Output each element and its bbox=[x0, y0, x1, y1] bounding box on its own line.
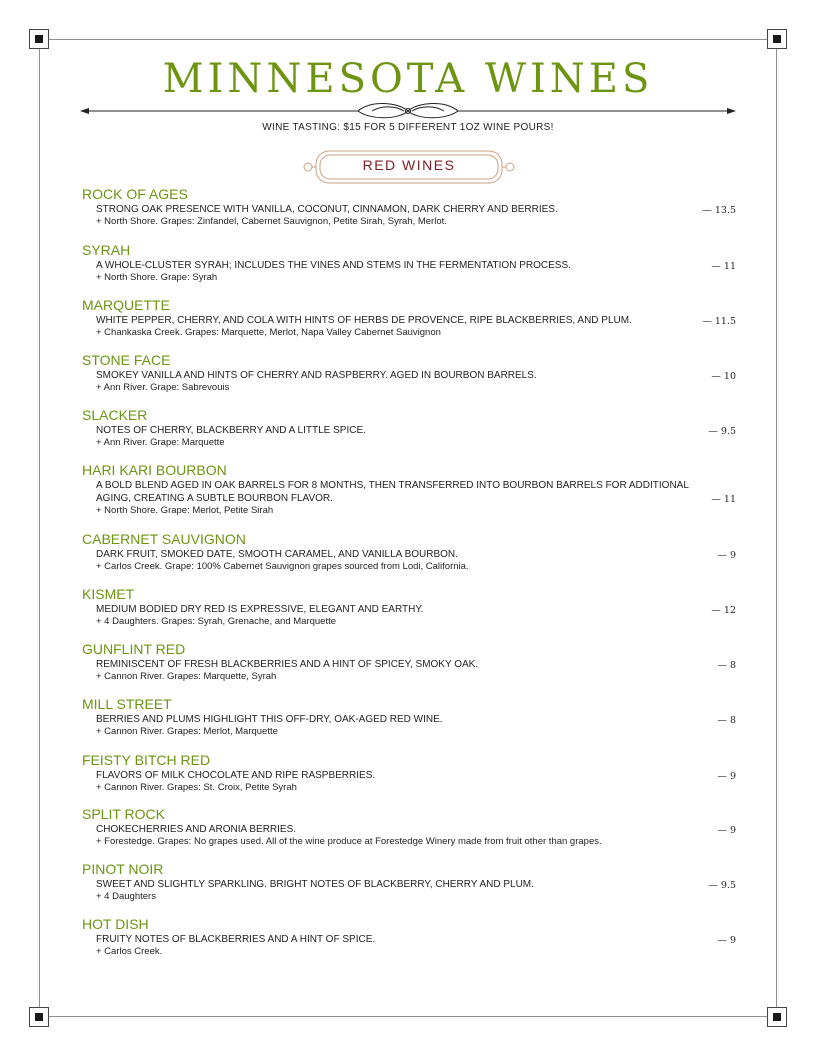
wine-detail: + Cannon River. Grapes: Marquette, Syrah bbox=[96, 671, 277, 682]
wine-item-gunflint-red bbox=[82, 641, 736, 683]
wine-price: — 9.5 bbox=[708, 426, 736, 437]
wine-description: FLAVORS OF MILK CHOCOLATE AND RIPE RASPBERRIES. bbox=[96, 770, 376, 781]
frame-left-line bbox=[39, 48, 40, 1008]
wine-name: FEISTY BITCH RED bbox=[82, 752, 211, 768]
wine-item-mill-street bbox=[82, 696, 736, 738]
wine-description: BERRIES AND PLUMS HIGHLIGHT THIS OFF-DRY, OAK-AGED RED WINE. bbox=[96, 714, 443, 725]
wine-description: CHOKECHERRIES AND ARONIA BERRIES. bbox=[96, 824, 297, 835]
wine-description: A BOLD BLEND AGED IN OAK BARRELS FOR 8 MONTHS, THEN TRANSFERRED INTO BOURBON BARRELS FOR ADDITIONAL AGING, CREATING A SUBTLE BOURBON FLAVOR. bbox=[96, 480, 689, 504]
wine-price: — 12 bbox=[711, 605, 736, 616]
wine-description: DARK FRUIT, SMOKED DATE, SMOOTH CARAMEL, AND VANILLA BOURBON. bbox=[96, 549, 458, 560]
wine-detail: + Ann River. Grape: Sabrevouis bbox=[96, 382, 230, 393]
wine-price: — 11.5 bbox=[702, 316, 736, 327]
wine-description: A WHOLE-CLUSTER SYRAH; INCLUDES THE VINES AND STEMS IN THE FERMENTATION PROCESS. bbox=[96, 260, 571, 271]
wine-detail: + Carlos Creek. bbox=[96, 946, 163, 957]
wine-name: CABERNET SAUVIGNON bbox=[82, 531, 246, 547]
wine-detail: + Cannon River. Grapes: Merlot, Marquette bbox=[96, 726, 278, 737]
wine-detail: + Chankaska Creek. Grapes: Marquette, Merlot, Napa Valley Cabernet Sauvignon bbox=[96, 327, 441, 338]
wine-detail: + North Shore. Grape: Syrah bbox=[96, 272, 218, 283]
wine-price: — 13.5 bbox=[702, 205, 736, 216]
wine-detail: + North Shore. Grapes: Zinfandel, Cabernet Sauvignon, Petite Sirah, Syrah, Merlot. bbox=[96, 216, 447, 227]
corner-ornament-bottom-right bbox=[767, 1007, 787, 1027]
wine-price: — 11 bbox=[711, 261, 736, 272]
wine-name: PINOT NOIR bbox=[82, 861, 164, 877]
wine-name: HOT DISH bbox=[82, 916, 149, 932]
frame-top-line bbox=[48, 39, 768, 40]
wine-name: SPLIT ROCK bbox=[82, 806, 165, 822]
wine-price: — 8 bbox=[717, 715, 736, 726]
wine-description: SMOKEY VANILLA AND HINTS OF CHERRY AND RASPBERRY. AGED IN BOURBON BARRELS. bbox=[96, 370, 537, 381]
wine-price: — 10 bbox=[711, 371, 736, 382]
wine-item-split-rock bbox=[82, 806, 736, 848]
wine-name: KISMET bbox=[82, 586, 135, 602]
wine-price: — 9.5 bbox=[708, 880, 736, 891]
wine-name: GUNFLINT RED bbox=[82, 641, 186, 657]
wine-description: MEDIUM BODIED DRY RED IS EXPRESSIVE, ELEGANT AND EARTHY. bbox=[96, 604, 424, 615]
corner-ornament-bottom-left bbox=[29, 1007, 49, 1027]
wine-name: ROCK OF AGES bbox=[82, 186, 188, 202]
wine-name: STONE FACE bbox=[82, 352, 171, 368]
wine-price: — 11 bbox=[711, 494, 736, 505]
wine-item-stone-face bbox=[82, 352, 736, 394]
wine-detail: + Cannon River. Grapes: St. Croix, Petite Syrah bbox=[96, 782, 297, 793]
wine-item-marquette bbox=[82, 297, 736, 339]
wine-item-pinot-noir bbox=[82, 861, 736, 903]
wine-name: SLACKER bbox=[82, 407, 148, 423]
page-title: MINNESOTA WINES bbox=[162, 56, 654, 102]
wine-description: WHITE PEPPER, CHERRY, AND COLA WITH HINTS OF HERBS DE PROVENCE, RIPE BLACKBERRIES, AND PLUM. bbox=[96, 315, 632, 326]
wine-detail: + North Shore. Grape: Merlot, Petite Sirah bbox=[96, 505, 274, 516]
wine-item-kismet bbox=[82, 586, 736, 628]
wine-price: — 9 bbox=[717, 935, 736, 946]
wine-detail: + 4 Daughters bbox=[96, 891, 156, 902]
wine-detail: + 4 Daughters. Grapes: Syrah, Grenache, and Marquette bbox=[96, 616, 337, 627]
wine-price: — 9 bbox=[717, 550, 736, 561]
frame-right-line bbox=[776, 48, 777, 1008]
wine-price: — 8 bbox=[717, 660, 736, 671]
wine-description: FRUITY NOTES OF BLACKBERRIES AND A HINT OF SPICE. bbox=[96, 934, 376, 945]
wine-name: MILL STREET bbox=[82, 696, 172, 712]
wine-description: STRONG OAK PRESENCE WITH VANILLA, COCONUT, CINNAMON, DARK CHERRY AND BERRIES. bbox=[96, 204, 558, 215]
wine-name: SYRAH bbox=[82, 242, 131, 258]
wine-item-hot-dish bbox=[82, 916, 736, 958]
wine-name: MARQUETTE bbox=[82, 297, 170, 313]
wine-description: REMINISCENT OF FRESH BLACKBERRIES AND A HINT OF SPICEY, SMOKY OAK. bbox=[96, 659, 479, 670]
section-title-red-wines: RED WINES bbox=[362, 157, 456, 173]
frame-bottom-line bbox=[48, 1016, 768, 1017]
wine-item-hari-kari-bourbon bbox=[82, 462, 736, 517]
wine-item-syrah bbox=[82, 242, 736, 284]
wine-detail: + Ann River. Grape: Marquette bbox=[96, 437, 225, 448]
wine-detail: + Forestedge. Grapes: No grapes used. All of the wine produce at Forestedge Winery made from fruit other than grapes. bbox=[96, 836, 602, 847]
wine-item-cabernet-sauvignon bbox=[82, 531, 736, 573]
wine-description: NOTES OF CHERRY, BLACKBERRY AND A LITTLE SPICE. bbox=[96, 425, 366, 436]
tasting-offer: WINE TASTING: $15 FOR 5 DIFFERENT 1OZ WINE POURS! bbox=[262, 122, 554, 133]
corner-ornament-top-right bbox=[767, 29, 787, 49]
wine-name: HARI KARI BOURBON bbox=[82, 462, 227, 478]
wine-price: — 9 bbox=[717, 825, 736, 836]
wine-detail: + Carlos Creek. Grape: 100% Cabernet Sauvignon grapes sourced from Lodi, California. bbox=[96, 561, 469, 572]
wine-item-feisty-bitch-red bbox=[82, 752, 736, 794]
wine-item-slacker bbox=[82, 407, 736, 449]
wine-price: — 9 bbox=[717, 771, 736, 782]
wine-description: SWEET AND SLIGHTLY SPARKLING. BRIGHT NOTES OF BLACKBERRY, CHERRY AND PLUM. bbox=[96, 879, 534, 890]
wine-item-rock-of-ages bbox=[82, 186, 736, 228]
corner-ornament-top-left bbox=[29, 29, 49, 49]
